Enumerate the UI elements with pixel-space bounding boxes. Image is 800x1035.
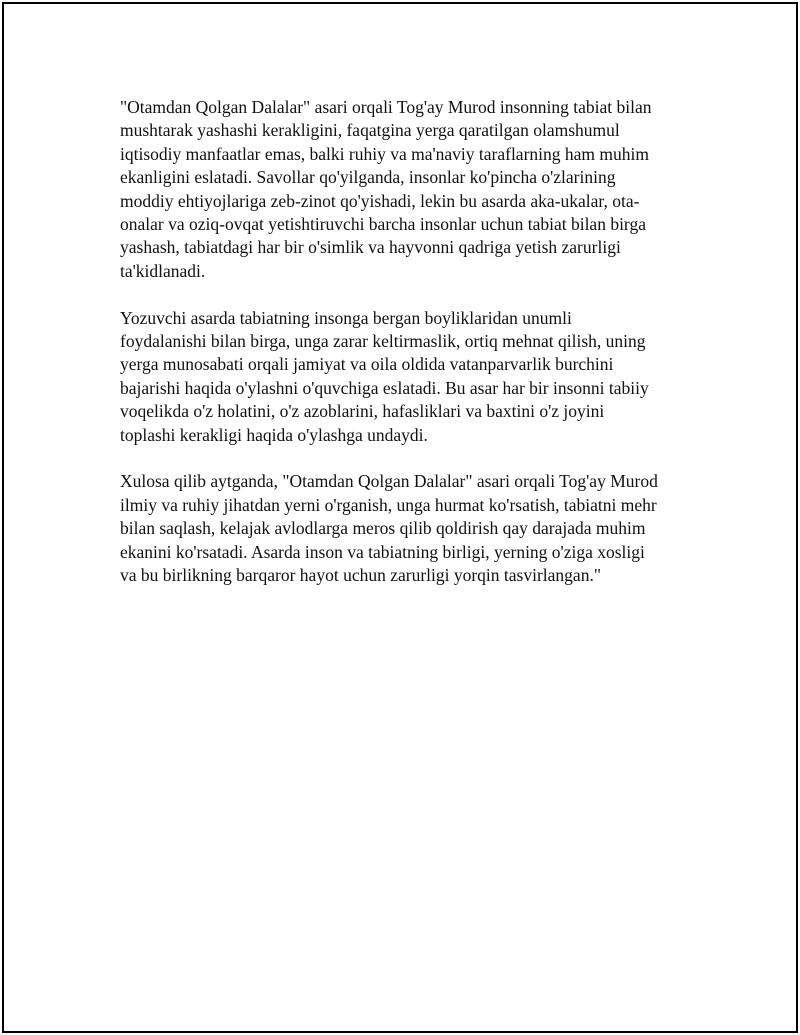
paragraph-2	[120, 307, 680, 447]
paragraph-line: va bu birlikning barqaror hayot uchun zarurligi yorqin tasvirlangan."	[120, 565, 601, 586]
paragraph-line: onalar va oziq-ovqat yetishtiruvchi barcha insonlar uchun tabiat bilan birga	[120, 214, 646, 235]
paragraph-3	[120, 470, 680, 587]
paragraph-line: voqelikda o'z holatini, o'z azoblarini, hafasliklari va baxtini o'z joyini	[120, 401, 605, 422]
paragraph-line: ekanini ko'rsatadi. Asarda inson va tabiatning birligi, yerning o'ziga xosligi	[120, 541, 645, 562]
paragraph-1	[120, 96, 680, 283]
paragraph-line: bilan saqlash, kelajak avlodlarga meros qilib qoldirish qay darajada muhim	[120, 518, 646, 539]
page-frame	[2, 2, 798, 1033]
paragraph-line: ta'kidlanadi.	[120, 260, 206, 281]
paragraph-line: yashash, tabiatdagi har bir o'simlik va hayvonni qadriga yetish zarurligi	[120, 237, 621, 258]
paragraph-line: iqtisodiy manfaatlar emas, balki ruhiy va ma'naviy taraflarning ham muhim	[120, 143, 649, 164]
document-body	[120, 96, 680, 611]
paragraph-line: ilmiy va ruhiy jihatdan yerni o'rganish, unga hurmat ko'rsatish, tabiatni mehr	[120, 494, 657, 515]
paragraph-line: yerga munosabati orqali jamiyat va oila oldida vatanparvarlik burchini	[120, 354, 614, 375]
paragraph-line: Xulosa qilib aytganda, "Otamdan Qolgan Dalalar" asari orqali Tog'ay Murod	[120, 471, 658, 492]
paragraph-line: mushtarak yashashi kerakligini, faqatgina yerga qaratilgan olamshumul	[120, 120, 620, 141]
paragraph-line: moddiy ehtiyojlariga zeb-zinot qo'yishadi, lekin bu asarda aka-ukalar, ota-	[120, 190, 640, 211]
paragraph-line: Yozuvchi asarda tabiatning insonga bergan boyliklaridan unumli	[120, 307, 572, 328]
paragraph-line: "Otamdan Qolgan Dalalar" asari orqali Tog'ay Murod insonning tabiat bilan	[120, 97, 652, 117]
paragraph-line: toplashi kerakligi haqida o'ylashga undaydi.	[120, 424, 428, 445]
paragraph-line: bajarishi haqida o'ylashni o'quvchiga eslatadi. Bu asar har bir insonni tabiiy	[120, 377, 649, 398]
paragraph-line: ekanligini eslatadi. Savollar qo'yilganda, insonlar ko'pincha o'zlarining	[120, 167, 616, 188]
paragraph-line: foydalanishi bilan birga, unga zarar keltirmaslik, ortiq mehnat qilish, uning	[120, 331, 646, 352]
